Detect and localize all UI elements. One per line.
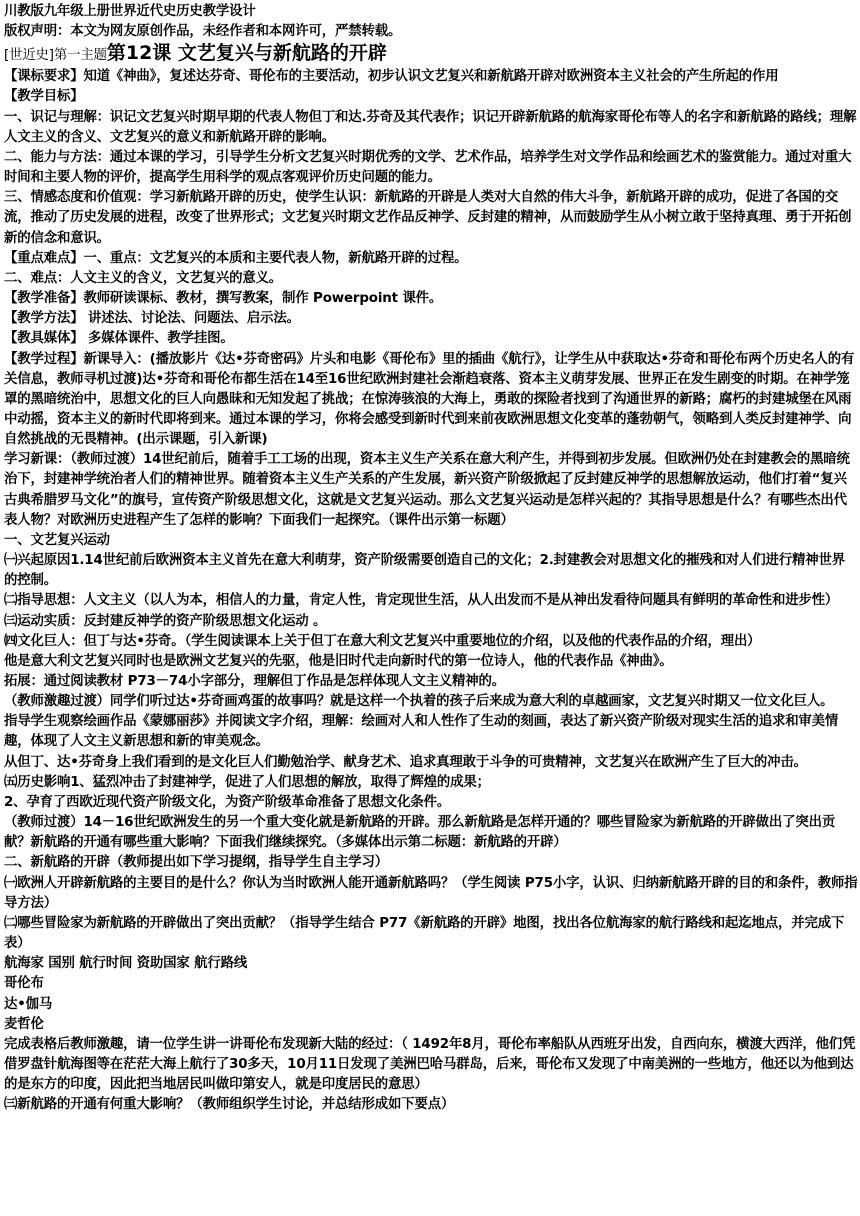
paragraph: [4, 632, 858, 652]
paragraph: [4, 652, 858, 672]
paragraph: [4, 309, 858, 329]
section-tag: 【教具媒体】: [4, 331, 84, 347]
paragraph-text: ㈠兴起原因1.14世纪前后欧洲资本主义首先在意大利萌芽，资产阶级需要创造自己的文化；2.封建教会对思想文化的摧残和对人们进行精神世界的控制。: [4, 553, 845, 589]
section-tag: 【教学目标】: [4, 89, 84, 105]
paragraph: [4, 773, 858, 793]
paragraph-text: ㈢新航路的开通有何重大影响？（教师组织学生讨论，并总结形成如下要点）: [4, 1097, 455, 1113]
paragraph: [4, 450, 858, 531]
paragraph-text: 麦哲伦: [4, 1016, 44, 1032]
title-main: 第12课 文艺复兴与新航路的开辟: [106, 42, 387, 65]
paragraph: [4, 874, 858, 914]
paragraph-text: 指导学生观察绘画作品《蒙娜丽莎》并阅读文字介绍，理解：绘画对人和人性作了生动的刻画，表达了新兴资产阶级对现实生活的追求和审美情趣，体现了人文主义新思想和新的审美观念。: [4, 714, 839, 750]
paragraph: [4, 289, 858, 309]
section-tag: 【教学过程】: [4, 351, 84, 367]
doc-header: 川教版九年级上册世界近代史历史教学设计: [4, 4, 256, 19]
paragraph-text: （教师激趣过渡）同学们听过达•芬奇画鸡蛋的故事吗？就是这样一个执着的孩子后来成为意大利的卓越画家，文艺复兴时期又一位文化巨人。: [4, 694, 834, 710]
document-body: [4, 67, 858, 1115]
paragraph: [4, 672, 858, 692]
paragraph-text: 三、情感态度和价值观：学习新航路开辟的历史，使学生认识：新航路的开辟是人类对大自然的伟大斗争，新航路开辟的成功，促进了各国的交流，推动了历史发展的进程，改变了世界形式；文艺复兴时期文艺作品反神学、反封建的精神，从而鼓励学生从小树立敢于坚持真理、勇于开拓创新的信念和意识。: [4, 190, 852, 246]
paragraph: [4, 591, 858, 611]
paragraph-text: ㈣文化巨人：但丁与达•芬奇。（学生阅读课本上关于但丁在意大利文艺复兴中重要地位的介绍，以及他的代表作品的介绍，理出）: [4, 633, 761, 649]
paragraph: [4, 995, 858, 1015]
section-tag: 【重点难点】: [4, 250, 84, 266]
paragraph: [4, 350, 858, 451]
paragraph: [4, 531, 858, 551]
section-tag: 【教学准备】: [4, 291, 84, 307]
paragraph-text: 二、能力与方法：通过本课的学习，引导学生分析文艺复兴时期优秀的文学、艺术作品，培养学生对文学作品和绘画艺术的鉴赏能力。通过对重大时间和主要人物的评价，提高学生用科学的观点客观评价历史问题的能力。: [4, 149, 852, 186]
paragraph-text: 多媒体课件、教学挂图。: [83, 331, 234, 347]
section-tag: 【教学方法】: [4, 311, 84, 327]
paragraph-text: 讲述法、讨论法、问题法、启示法。: [83, 311, 300, 327]
paragraph: [4, 329, 858, 349]
paragraph-text: 知道《神曲》，复述达芬奇、哥伦布的主要活动，初步认识文艺复兴和新航路开辟对欧洲资本主义社会的产生所起的作用: [83, 69, 779, 85]
paragraph-text: 哥伦布: [4, 976, 44, 992]
paragraph: [4, 1015, 858, 1035]
paragraph: [4, 974, 858, 994]
paragraph-text: 一、识记与理解：识记文艺复兴时期早期的代表人物但丁和达.芬奇及其代表作；识记开辟新航路的航海家哥伦布等人的名字和新航路的路线；理解人文主义的含义、文艺复兴的意义和新航路开辟的影响。: [4, 109, 857, 145]
paragraph: [4, 612, 858, 632]
paragraph-text: 达•伽马: [4, 996, 53, 1012]
paragraph: [4, 269, 858, 289]
paragraph-text: 航海家 国别 航行时间 资助国家 航行路线: [4, 956, 248, 972]
paragraph: [4, 1035, 858, 1095]
paragraph-text: 拓展：通过阅读教材 P73－74小字部分，理解但丁作品是怎样体现人文主义精神的。: [4, 674, 506, 689]
paragraph: [4, 753, 858, 773]
paragraph-text: 教师研读课标、教材，撰写教案，制作 Powerpoint 课件。: [83, 291, 443, 307]
copyright-notice: 版权声明：本文为网友原创作品，未经作者和本网许可，严禁转载。: [4, 24, 402, 40]
paragraph: [4, 712, 858, 752]
paragraph: [4, 188, 858, 248]
paragraph: [4, 954, 858, 974]
paragraph-text: 一、文艺复兴运动: [4, 532, 110, 548]
paragraph: [4, 148, 858, 188]
paragraph-text: ㈠欧洲人开辟新航路的主要目的是什么？你认为当时欧洲人能开通新航路吗？（学生阅读 P75小字，认识、归纳新航路开辟的目的和条件，教师指导方法）: [4, 875, 858, 911]
paragraph-text: 一、重点：文艺复兴的本质和主要代表人物，新航路开辟的过程。: [83, 250, 468, 266]
paragraph-text: ㈢运动实质：反封建反神学的资产阶级思想文化运动 。: [4, 613, 327, 629]
paragraph-text: 2、孕育了西欧近现代资产阶级文化，为资产阶级革命准备了思想文化条件。: [4, 794, 451, 810]
paragraph: [4, 87, 858, 107]
paragraph: [4, 813, 858, 853]
paragraph-text: 从但丁、达•芬奇身上我们看到的是文化巨人们勤勉治学、献身艺术、追求真理敢于斗争的可贵精神，文艺复兴在欧洲产生了巨大的冲击。: [4, 754, 807, 770]
paragraph: [4, 67, 858, 87]
paragraph-text: 新课导入：(播放影片《达•芬奇密码》片头和电影《哥伦布》里的插曲《航行》，让学生从中获取达•芬奇和哥伦布两个历史名人的有关信息，教师寻机过渡)达•芬奇和哥伦布都生活在14至16世纪欧洲封建社会渐趋衰落、资本主义萌芽发展、世界正在发生剧变的时期。在神学笼罩的黑暗统治中，思想文化的巨人向愚昧和无知发起了挑战；在惊涛骇浪的大海上，勇敢的探险者找到了沟通世界的新路；腐朽的封建城堡在风雨中动摇，资本主义的新时代即将到来。通过本课的学习，你将会感受到新时代到来前夜欧洲思想文化变革的蓬勃朝气，领略到人类反封建神学、向自然挑战的无畏精神。(出示课题，引入新课): [4, 351, 855, 448]
paragraph: [4, 249, 858, 269]
paragraph-text: 他是意大利文艺复兴同时也是欧洲文艺复兴的先驱，他是旧时代走向新时代的第一位诗人，他的代表作品《神曲》。: [4, 653, 673, 669]
paragraph: [4, 793, 858, 813]
paragraph: [4, 853, 858, 873]
paragraph-text: 学习新课：（教师过渡）14世纪前后，随着手工工场的出现，资本主义生产关系在意大利产生，并得到初步发展。但欧洲仍处在封建教会的黑暗统治下，封建神学统治者人们的精神世界。随着资本主义生产关系的产生发展，新兴资产阶级掀起了反封建反神学的思想解放运动，他们打着“复兴古典希腊罗马文化”的旗号，宣传资产阶级思想文化，这就是文艺复兴运动。那么文艺复兴运动是怎样兴起的？其指导思想是什么？有哪些杰出代表人物？对欧洲历史进程产生了怎样的影响？下面我们一起探究。（课件出示第一标题）: [4, 452, 850, 528]
title-prefix: [世近史]第一主题: [4, 48, 107, 64]
paragraph-text: ㈡哪些冒险家为新航路的开辟做出了突出贡献？（指导学生结合 P77《新航路的开辟》地图，找出各位航海家的航行路线和起迄地点，并完成下表）: [4, 915, 845, 952]
paragraph: [4, 914, 858, 954]
section-tag: 【课标要求】: [4, 69, 84, 85]
paragraph: [4, 692, 858, 712]
paragraph: [4, 1095, 858, 1115]
paragraph-text: （教师过渡）14－16世纪欧洲发生的另一个重大变化就是新航路的开辟。那么新航路是怎样开通的？哪些冒险家为新航路的开辟做出了突出贡献？新航路的开通有哪些重大影响？下面我们继续探究。（多媒体出示第二标题：新航路的开辟）: [4, 815, 836, 851]
paragraph-text: 完成表格后教师激趣，请一位学生讲一讲哥伦布发现新大陆的经过：（ 1492年8月，哥伦布率船队从西班牙出发，自西向东，横渡大西洋，他们凭借罗盘针航海图等在茫茫大海上航行了30多天，10月11日发现了美洲巴哈马群岛，后来，哥伦布又发现了中南美洲的一些地方，他还以为他到达的是东方的印度，因此把当地居民叫做印第安人，就是印度居民的意思）: [4, 1036, 856, 1093]
paragraph-text: 二、难点：人文主义的含义，文艺复兴的意义。: [4, 270, 283, 286]
paragraph-text: ㈤历史影响1、猛烈冲击了封建神学，促进了人们思想的解放，取得了辉煌的成果；: [4, 774, 490, 790]
paragraph-text: ㈡指导思想：人文主义（以人为本，相信人的力量，肯定人性，肯定现世生活，从人出发而不是从神出发看待问题具有鲜明的革命性和进步性）: [4, 593, 839, 609]
paragraph-text: 二、新航路的开辟（教师提出如下学习提纲，指导学生自主学习）: [4, 855, 388, 871]
paragraph: [4, 108, 858, 148]
paragraph: [4, 551, 858, 591]
lesson-title: [4, 42, 858, 67]
